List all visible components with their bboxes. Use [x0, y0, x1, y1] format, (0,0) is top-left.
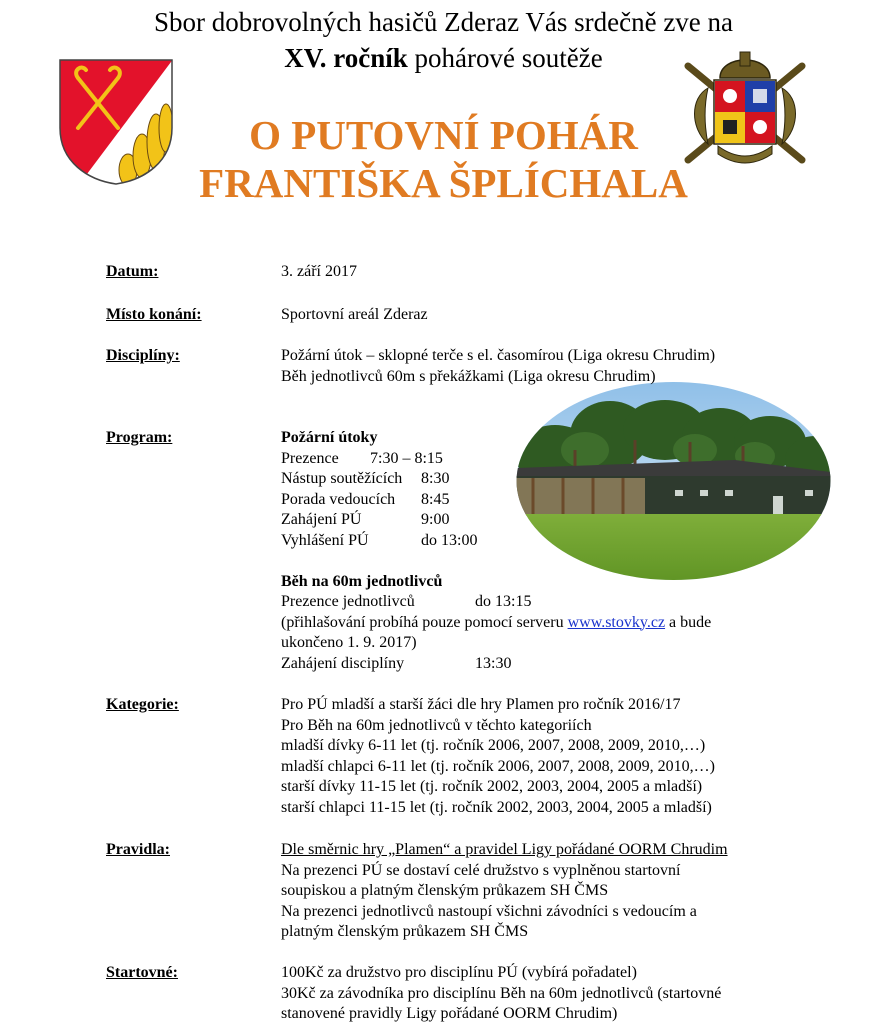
program-row [281, 592, 711, 613]
program-row [281, 469, 711, 490]
program-utoky-title: Požární útoky [281, 429, 378, 446]
fee-line: stanovené pravidly Ligy pořádané OORM Chrudim) [281, 1005, 618, 1022]
registration-note [281, 613, 711, 634]
program-row [281, 510, 711, 531]
value-datum: 3. září 2017 [281, 263, 357, 280]
rules-line: platným členským průkazem SH ČMS [281, 923, 529, 940]
program-row-time: 9:00 [421, 511, 450, 528]
label-misto: Místo konání: [106, 306, 202, 323]
program-row-time: 13:30 [475, 654, 512, 672]
label-pravidla: Pravidla: [106, 841, 170, 858]
category-line: starší chlapci 11-15 let (tj. ročník 2002, 2003, 2004, 2005 a mladší) [281, 798, 712, 816]
label-datum: Datum: [106, 263, 159, 280]
program-row-name: Zahájení PÚ [281, 511, 362, 528]
cup-title-line1: O PUTOVNÍ POHÁR [249, 112, 638, 158]
program-row-name: Porada vedoucích [281, 490, 396, 508]
category-line: mladší dívky 6-11 let (tj. ročník 2006, 2007, 2008, 2009, 2010,…) [281, 737, 706, 754]
program-row-name: Prezence jednotlivců [281, 593, 415, 610]
label-discipliny: Disciplíny: [106, 347, 180, 364]
edition-rest: pohárové soutěže [407, 43, 603, 73]
program-block [281, 428, 711, 674]
program-row-time: do 13:15 [475, 593, 532, 610]
program-beh-title: Běh na 60m jednotlivců [281, 572, 443, 590]
fee-line: 30Kč za závodníka pro disciplínu Běh na 60m jednotlivců (startovné [281, 984, 722, 1002]
note-text: (přihlašování probíhá pouze pomocí serveru [281, 613, 568, 631]
value-kategorie [281, 695, 715, 818]
program-row-time: 7:30 – 8:15 [370, 449, 443, 467]
rules-line: Na prezenci PÚ se dostaví celé družstvo s vyplněnou startovní [281, 861, 681, 879]
cup-title-line2: FRANTIŠKA ŠPLÍCHALA [199, 160, 688, 206]
fee-line: 100Kč za družstvo pro disciplínu PÚ (vybírá pořadatel) [281, 964, 637, 981]
stovky-link[interactable]: www.stovky.cz [567, 613, 666, 631]
rules-reference-line: Dle směrnic hry „Plamen“ a pravidel Ligy pořádané OORM Chrudim [281, 841, 728, 858]
program-row [281, 449, 711, 470]
program-row [281, 654, 711, 675]
program-row-time: 8:30 [421, 470, 450, 487]
registration-note-line2: ukončeno 1. 9. 2017) [281, 634, 417, 651]
program-row-name: Nástup soutěžících [281, 470, 403, 487]
discipline-line: Požární útok – sklopné terče s el. časomírou (Liga okresu Chrudim) [281, 347, 716, 364]
rules-line: Na prezenci jednotlivců nastoupí všichni závodníci s vedoucím a [281, 902, 697, 920]
category-line: Pro PÚ mladší a starší žáci dle hry Plamen pro ročník 2016/17 [281, 696, 681, 713]
note-text: a bude [665, 613, 712, 631]
firefighter-emblem-icon [678, 48, 812, 170]
program-row-name: Zahájení disciplíny [281, 654, 405, 672]
edition-bold: XV. ročník [284, 43, 408, 73]
value-discipliny [281, 346, 715, 387]
zderaz-coat-of-arms-icon [58, 58, 174, 186]
category-line: mladší chlapci 6-11 let (tj. ročník 2006, 2007, 2008, 2009, 2010,…) [281, 757, 716, 775]
invitation-line: Sbor dobrovolných hasičů Zderaz Vás srdečně zve na [153, 7, 734, 37]
program-row-time: 8:45 [421, 490, 450, 508]
value-misto: Sportovní areál Zderaz [281, 306, 428, 323]
discipline-line: Běh jednotlivců 60m s překážkami (Liga okresu Chrudim) [281, 367, 656, 385]
program-row-name: Vyhlášení PÚ [281, 531, 369, 549]
value-pravidla [281, 840, 728, 943]
category-line: starší dívky 11-15 let (tj. ročník 2002, 2003, 2004, 2005 a mladší) [281, 778, 703, 795]
program-row-name: Prezence [281, 449, 339, 467]
category-line: Pro Běh na 60m jednotlivců v těchto kategoriích [281, 716, 592, 734]
rules-line: soupiskou a platným členským průkazem SH ČMS [281, 882, 609, 899]
value-startovne [281, 963, 721, 1025]
program-row [281, 531, 711, 552]
label-startovne: Startovné: [106, 964, 178, 981]
program-row [281, 490, 711, 511]
label-kategorie: Kategorie: [106, 696, 179, 713]
program-row-time: do 13:00 [421, 531, 478, 549]
label-program: Program: [106, 429, 173, 446]
